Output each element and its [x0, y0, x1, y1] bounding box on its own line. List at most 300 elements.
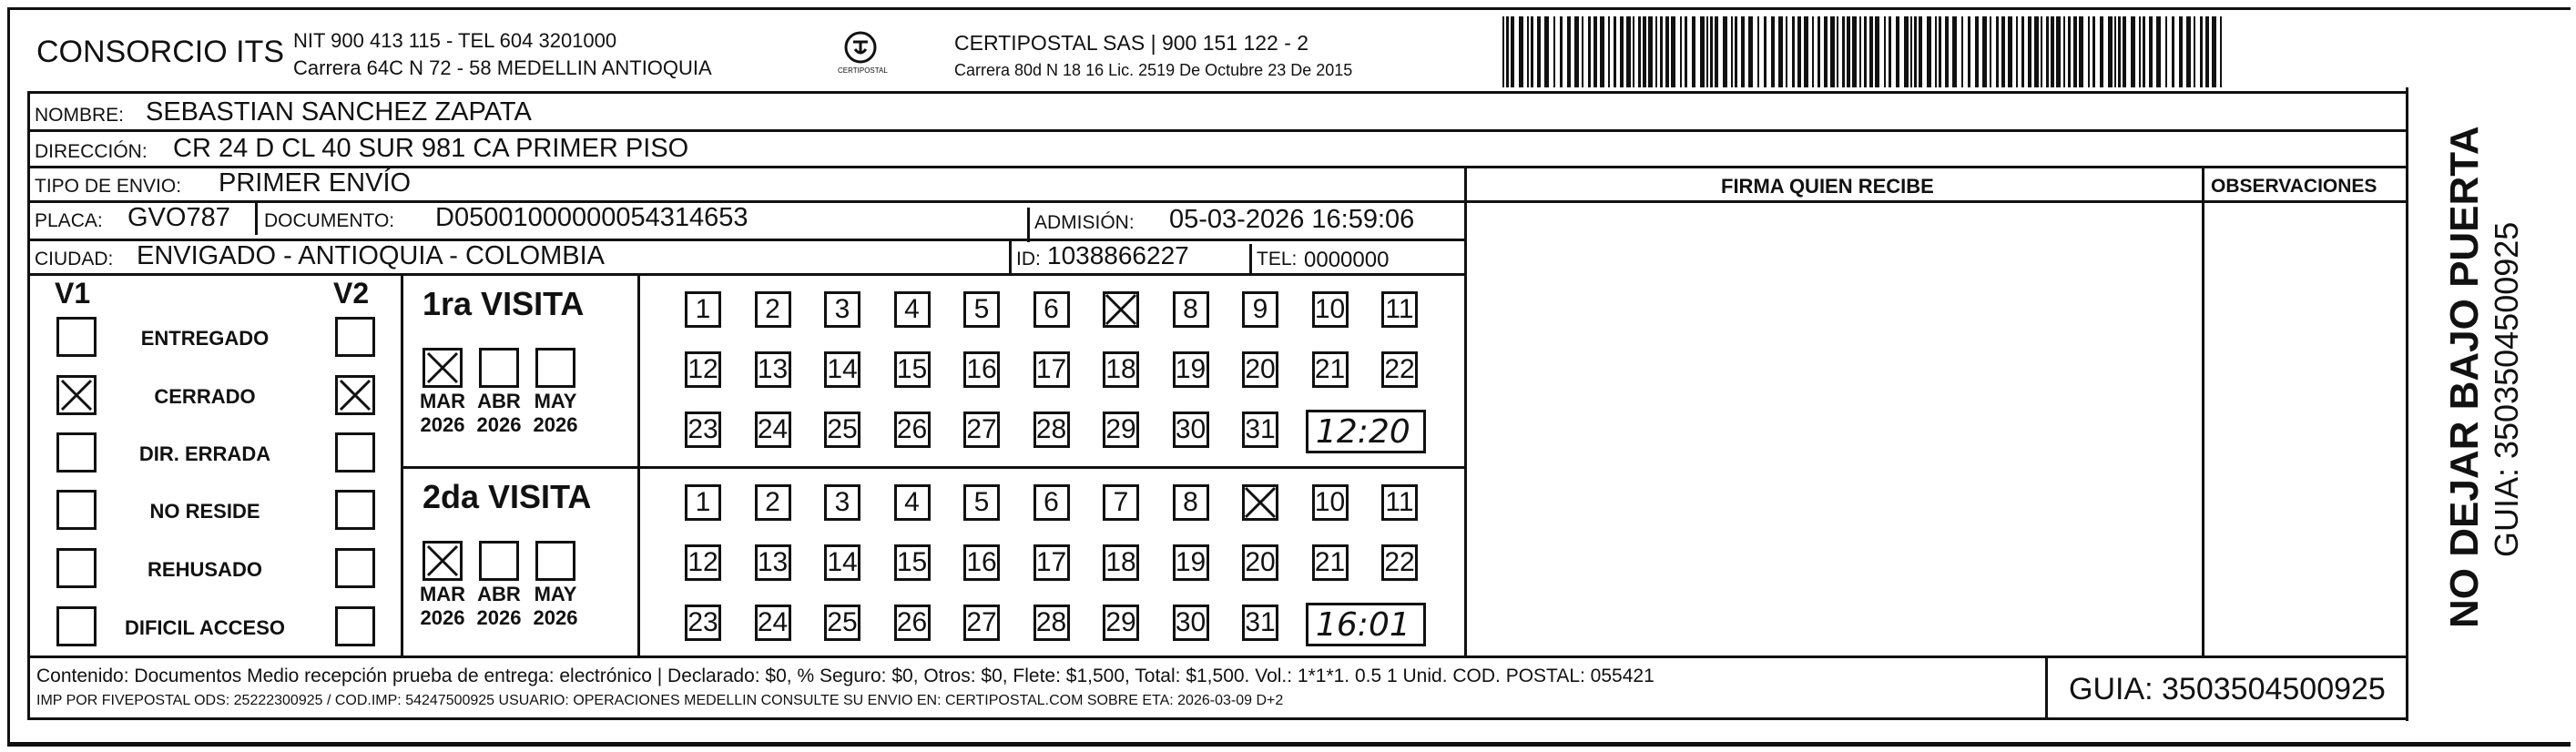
day-box[interactable]: [1242, 412, 1278, 448]
barcode-bar: [2056, 16, 2061, 87]
barcode-bar: [2001, 16, 2005, 87]
day-number: 8: [1183, 487, 1198, 517]
barcode-bar: [1741, 16, 1745, 87]
day-box[interactable]: [1103, 412, 1139, 448]
day-number: 2: [765, 294, 780, 324]
barcode-bar: [2100, 16, 2103, 87]
year-label: 2026: [533, 606, 578, 629]
row-line: [1249, 244, 1252, 275]
barcode-bar: [2034, 16, 2039, 87]
time-value: 16:01: [1316, 606, 1410, 644]
day-number: 22: [1384, 354, 1415, 384]
send-type-label: TIPO DE ENVIO:: [35, 176, 182, 197]
day-box[interactable]: [755, 351, 791, 388]
send-type-value: PRIMER ENVÍO: [219, 168, 412, 198]
month-label: MAR: [419, 583, 466, 605]
row-line: [27, 91, 30, 657]
row-line: [27, 273, 1466, 276]
admission-label: ADMISIÓN:: [1034, 212, 1135, 233]
city-value: ENVIGADO - ANTIOQUIA - COLOMBIA: [137, 241, 606, 270]
year-label: 2026: [420, 413, 465, 436]
v2-checkbox[interactable]: [335, 432, 375, 473]
barcode-bar: [1914, 16, 1917, 87]
day-number: 4: [904, 294, 920, 324]
day-box[interactable]: [755, 291, 791, 328]
status-label: CERRADO: [154, 385, 256, 408]
barcode-bar: [1864, 16, 1867, 87]
top-border: [7, 7, 2571, 10]
day-number: 20: [1245, 354, 1276, 384]
v2-checkbox[interactable]: [335, 375, 375, 415]
col-line: [1464, 166, 1467, 657]
day-box[interactable]: [1173, 605, 1209, 641]
day-box[interactable]: [1103, 291, 1139, 328]
barcode-bar: [2108, 16, 2113, 87]
barcode-bar: [2186, 16, 2191, 87]
v1-checkbox[interactable]: [56, 490, 97, 530]
barcode-bar: [2063, 16, 2065, 87]
day-box[interactable]: [1033, 605, 1070, 641]
day-box[interactable]: [1381, 484, 1418, 521]
barcode-bar: [1582, 16, 1583, 87]
day-mark: [1104, 292, 1138, 334]
barcode-bar: [1643, 16, 1646, 87]
day-number: 6: [1044, 294, 1059, 324]
day-box[interactable]: [963, 544, 1000, 581]
day-box[interactable]: [894, 605, 931, 641]
day-box[interactable]: [1173, 351, 1209, 388]
barcode-bar: [1945, 16, 1949, 87]
day-box[interactable]: [963, 484, 1000, 521]
company-name: CONSORCIO ITS: [36, 35, 285, 69]
day-box[interactable]: [1312, 351, 1349, 388]
day-box[interactable]: [1381, 544, 1418, 581]
barcode-bar: [1975, 16, 1979, 87]
tel-label: TEL:: [1257, 249, 1298, 269]
col-line: [401, 273, 403, 657]
day-number: 17: [1035, 354, 1067, 384]
barcode-bar: [1638, 16, 1641, 87]
day-box[interactable]: [963, 351, 1000, 388]
barcode-bar: [1919, 16, 1922, 87]
id-value: 1038866227: [1047, 241, 1189, 269]
barcode-bar: [1519, 16, 1523, 87]
day-box[interactable]: [894, 412, 931, 448]
barcode-bar: [1875, 16, 1879, 87]
side-warning: NO DEJAR BAJO PUERTA: [2442, 126, 2487, 628]
barcode-bar: [1812, 16, 1814, 87]
barcode-bar: [1537, 16, 1541, 87]
visit-title: 2da VISITA: [423, 478, 592, 515]
month-checkbox[interactable]: [423, 541, 463, 581]
year-label: 2026: [533, 413, 578, 436]
day-number: 16: [966, 354, 997, 384]
year-label: 2026: [476, 606, 522, 629]
barcode-bar: [2200, 16, 2203, 87]
day-box[interactable]: [1033, 412, 1070, 448]
day-box[interactable]: [894, 544, 931, 581]
day-number: 4: [904, 487, 920, 517]
name-label: NOMBRE:: [35, 105, 125, 126]
right-border: [2406, 87, 2408, 721]
barcode-bar: [1531, 16, 1533, 87]
barcode-bar: [1847, 16, 1850, 87]
month-label: MAY: [534, 390, 577, 412]
barcode-bar: [2123, 16, 2126, 87]
city-label: CIUDAD:: [35, 249, 114, 269]
row-line: [27, 91, 2406, 94]
day-box[interactable]: [1103, 351, 1139, 388]
barcode-bar: [2088, 16, 2090, 87]
day-number: 25: [827, 607, 858, 637]
day-box[interactable]: [685, 412, 721, 448]
barcode-bar: [1527, 16, 1529, 87]
barcode-bar: [1859, 16, 1861, 87]
barcode-bar: [1626, 16, 1631, 87]
barcode-bar: [1904, 16, 1909, 87]
barcode-bar: [1593, 16, 1597, 87]
barcode-bar: [2149, 16, 2153, 87]
barcode-bar: [1706, 16, 1708, 87]
day-box[interactable]: [1381, 291, 1418, 328]
day-box[interactable]: [824, 351, 860, 388]
day-box[interactable]: [824, 544, 860, 581]
v2-checkbox[interactable]: [335, 490, 375, 530]
day-number: 28: [1035, 607, 1067, 637]
day-number: 11: [1385, 294, 1414, 324]
day-box[interactable]: [1381, 351, 1418, 388]
month-label: ABR: [477, 390, 521, 412]
day-number: 8: [1183, 294, 1198, 324]
barcode-bar: [2114, 16, 2116, 87]
day-box[interactable]: [1312, 544, 1349, 581]
row-line: [27, 655, 2406, 658]
day-box[interactable]: [685, 544, 721, 581]
id-label: ID:: [1016, 249, 1041, 269]
v1-checkbox[interactable]: [56, 606, 97, 646]
day-number: 15: [896, 354, 928, 384]
company-nit: NIT 900 413 115 - TEL 604 3201000: [293, 29, 617, 52]
day-number: 26: [896, 414, 928, 444]
v1-checkbox[interactable]: [56, 375, 97, 415]
barcode-bar: [1786, 16, 1787, 87]
v2-checkbox[interactable]: [335, 606, 375, 646]
barcode-bar: [1567, 16, 1571, 87]
barcode-bar: [2046, 16, 2049, 87]
barcode-bar: [1680, 16, 1682, 87]
day-box[interactable]: [1033, 351, 1070, 388]
day-box[interactable]: [1103, 605, 1139, 641]
barcode-bar: [1797, 16, 1801, 87]
barcode-bar: [2118, 16, 2121, 87]
barcode-bar: [2079, 16, 2083, 87]
day-number: 2: [765, 487, 780, 517]
barcode-bar: [2205, 16, 2209, 87]
day-box[interactable]: [1242, 484, 1278, 521]
barcode-bar: [1830, 16, 1835, 87]
observaciones-header: OBSERVACIONES: [2211, 176, 2377, 197]
barcode-bar: [2165, 16, 2167, 87]
day-number: 14: [827, 354, 858, 384]
day-number: 17: [1035, 547, 1067, 577]
year-label: 2026: [476, 413, 522, 436]
day-number: 1: [695, 487, 711, 517]
v1-checkbox[interactable]: [56, 317, 97, 357]
certipostal-logo-text: CERTIPOSTAL: [838, 66, 888, 75]
barcode-bar: [2073, 16, 2077, 87]
time-box[interactable]: [1306, 410, 1426, 453]
day-box[interactable]: [1173, 291, 1209, 328]
day-number: 21: [1314, 547, 1346, 577]
v2-label: V2: [333, 277, 370, 310]
row-line: [1027, 208, 1030, 242]
side-guia: GUIA: 3503504500925: [2488, 221, 2525, 557]
day-box[interactable]: [824, 412, 860, 448]
barcode-bar: [2194, 16, 2195, 87]
footer-guia-box: GUIA: 3503504500925: [2069, 672, 2386, 706]
barcode-bar: [2008, 16, 2012, 87]
barcode-bar: [1502, 16, 1504, 87]
day-box[interactable]: [1242, 544, 1278, 581]
barcode-bar: [2021, 16, 2024, 87]
day-box[interactable]: [685, 351, 721, 388]
barcode-bar: [2131, 16, 2135, 87]
barcode-bar: [1588, 16, 1591, 87]
v2-checkbox[interactable]: [335, 548, 375, 588]
day-box[interactable]: [685, 484, 721, 521]
barcode-bar: [1771, 16, 1775, 87]
barcode-bar: [1996, 16, 1999, 87]
month-checkbox[interactable]: [423, 348, 463, 388]
col-line: [2045, 655, 2048, 719]
day-number: 18: [1105, 547, 1136, 577]
barcode-bar: [1685, 16, 1687, 87]
day-box[interactable]: [1312, 291, 1349, 328]
certipostal-logo: [829, 27, 892, 82]
barcode-bar: [1506, 16, 1509, 87]
bottom-border: [7, 742, 2571, 747]
barcode-bar: [1837, 16, 1838, 87]
day-number: 11: [1385, 487, 1414, 517]
day-number: 15: [896, 547, 928, 577]
day-number: 5: [973, 294, 990, 324]
barcode-bar: [1600, 16, 1604, 87]
barcode-bar: [1553, 16, 1555, 87]
plate-value: GVO787: [127, 203, 230, 232]
barcode-bar: [1715, 16, 1718, 87]
day-box[interactable]: [1173, 412, 1209, 448]
month-checkbox[interactable]: [535, 348, 575, 388]
barcode-bar: [2139, 16, 2141, 87]
left-border: [7, 7, 10, 745]
day-box[interactable]: [1103, 484, 1139, 521]
barcode-bar: [1804, 16, 1808, 87]
day-number: 9: [1252, 294, 1268, 324]
day-number: 14: [827, 547, 858, 577]
day-mark: [1243, 485, 1278, 527]
day-box[interactable]: [894, 484, 931, 521]
day-number: 7: [1113, 487, 1129, 517]
day-box[interactable]: [1103, 544, 1139, 581]
row-line: [401, 466, 1466, 469]
barcode-bar: [2143, 16, 2145, 87]
barcode: [1502, 16, 2231, 87]
barcode-bar: [1842, 16, 1845, 87]
barcode-bar: [1700, 16, 1705, 87]
col-line: [637, 273, 640, 657]
barcode-bar: [1633, 16, 1634, 87]
day-box[interactable]: [1312, 484, 1349, 521]
barcode-bar: [1648, 16, 1653, 87]
day-box[interactable]: [963, 412, 1000, 448]
barcode-bar: [1852, 16, 1857, 87]
day-box[interactable]: [685, 291, 721, 328]
day-number: 23: [687, 607, 718, 637]
day-number: 31: [1245, 414, 1276, 444]
day-box[interactable]: [1033, 544, 1070, 581]
barcode-bar: [1817, 16, 1820, 87]
time-box[interactable]: [1306, 603, 1426, 646]
barcode-bar: [1889, 16, 1891, 87]
day-number: 18: [1105, 354, 1136, 384]
barcode-bar: [1620, 16, 1624, 87]
day-number: 23: [687, 414, 718, 444]
barcode-bar: [1660, 16, 1663, 87]
barcode-bar: [2068, 16, 2071, 87]
day-number: 16: [966, 547, 997, 577]
barcode-bar: [1824, 16, 1828, 87]
day-number: 10: [1314, 294, 1346, 324]
barcode-bar: [1560, 16, 1563, 87]
barcode-bar: [2041, 16, 2042, 87]
day-number: 30: [1175, 607, 1207, 637]
v1-checkbox[interactable]: [56, 432, 97, 473]
day-box[interactable]: [894, 291, 931, 328]
day-box[interactable]: [963, 291, 1000, 328]
day-number: 26: [896, 607, 928, 637]
barcode-bar: [1764, 16, 1767, 87]
time-value: 12:20: [1316, 413, 1410, 451]
day-number: 29: [1105, 607, 1136, 637]
day-box[interactable]: [755, 605, 791, 641]
day-box[interactable]: [755, 484, 791, 521]
day-number: 29: [1105, 414, 1136, 444]
barcode-bar: [1792, 16, 1795, 87]
day-box[interactable]: [1242, 351, 1278, 388]
barcode-bar: [1723, 16, 1727, 87]
row-line: [255, 200, 258, 235]
day-number: 13: [757, 354, 789, 384]
day-number: 28: [1035, 414, 1067, 444]
day-number: 19: [1175, 354, 1207, 384]
barcode-bar: [1935, 16, 1937, 87]
v2-checkbox[interactable]: [335, 317, 375, 357]
barcode-bar: [1608, 16, 1610, 87]
row-line: [27, 129, 2406, 132]
month-checkbox[interactable]: [479, 348, 519, 388]
status-label: NO RESIDE: [149, 500, 260, 523]
certipostal-line1: CERTIPOSTAL SAS | 900 151 122 - 2: [954, 31, 1309, 55]
barcode-bar: [1778, 16, 1783, 87]
day-number: 31: [1245, 607, 1276, 637]
barcode-bar: [1710, 16, 1713, 87]
month-checkbox[interactable]: [535, 541, 575, 581]
day-number: 5: [973, 487, 990, 517]
row-line: [1009, 239, 1012, 275]
barcode-bar: [2220, 16, 2222, 87]
barcode-bar: [1896, 16, 1899, 87]
col-line: [2202, 166, 2204, 657]
barcode-bar: [1952, 16, 1957, 87]
month-checkbox[interactable]: [479, 541, 519, 581]
day-box[interactable]: [963, 605, 1000, 641]
day-number: 3: [834, 487, 850, 517]
barcode-bar: [1961, 16, 1963, 87]
barcode-bar: [2028, 16, 2031, 87]
month-label: ABR: [477, 583, 521, 605]
barcode-bar: [2172, 16, 2174, 87]
day-number: 1: [695, 294, 711, 324]
plate-label: PLACA:: [35, 210, 103, 231]
day-box[interactable]: [1242, 605, 1278, 641]
day-number: 12: [687, 354, 718, 384]
day-box[interactable]: [824, 484, 860, 521]
year-label: 2026: [420, 606, 465, 629]
day-box[interactable]: [824, 291, 860, 328]
v1-checkbox[interactable]: [56, 548, 97, 588]
day-number: 20: [1245, 547, 1276, 577]
day-box[interactable]: [1033, 484, 1070, 521]
day-box[interactable]: [755, 544, 791, 581]
status-label: REHUSADO: [148, 558, 262, 581]
day-box[interactable]: [1242, 291, 1278, 328]
day-number: 27: [966, 414, 997, 444]
day-number: 13: [757, 547, 789, 577]
day-number: 12: [687, 547, 718, 577]
day-box[interactable]: [685, 605, 721, 641]
status-label: ENTREGADO: [140, 327, 270, 350]
address-value: CR 24 D CL 40 SUR 981 CA PRIMER PISO: [173, 134, 689, 163]
status-label: DIFICIL ACCESO: [124, 616, 285, 639]
day-box[interactable]: [1033, 291, 1070, 328]
day-box[interactable]: [894, 351, 931, 388]
barcode-bar: [1731, 16, 1733, 87]
barcode-bar: [1757, 16, 1759, 87]
barcode-bar: [2156, 16, 2161, 87]
day-box[interactable]: [1173, 544, 1209, 581]
col-line: [27, 655, 30, 719]
day-number: 30: [1175, 414, 1207, 444]
barcode-bar: [1869, 16, 1873, 87]
barcode-bar: [1735, 16, 1737, 87]
day-box[interactable]: [1173, 484, 1209, 521]
day-number: 21: [1314, 354, 1346, 384]
barcode-bar: [2092, 16, 2095, 87]
day-box[interactable]: [755, 412, 791, 448]
day-box[interactable]: [824, 605, 860, 641]
day-number: 25: [827, 414, 858, 444]
day-number: 3: [834, 294, 850, 324]
month-label: MAY: [534, 583, 577, 605]
firma-header: FIRMA QUIEN RECIBE: [1721, 175, 1934, 198]
day-number: 22: [1384, 547, 1415, 577]
barcode-bar: [1665, 16, 1669, 87]
day-number: 19: [1175, 547, 1207, 577]
barcode-bar: [1544, 16, 1549, 87]
barcode-bar: [1982, 16, 1987, 87]
address-label: DIRECCIÓN:: [35, 141, 148, 162]
month-label: MAR: [419, 390, 466, 412]
